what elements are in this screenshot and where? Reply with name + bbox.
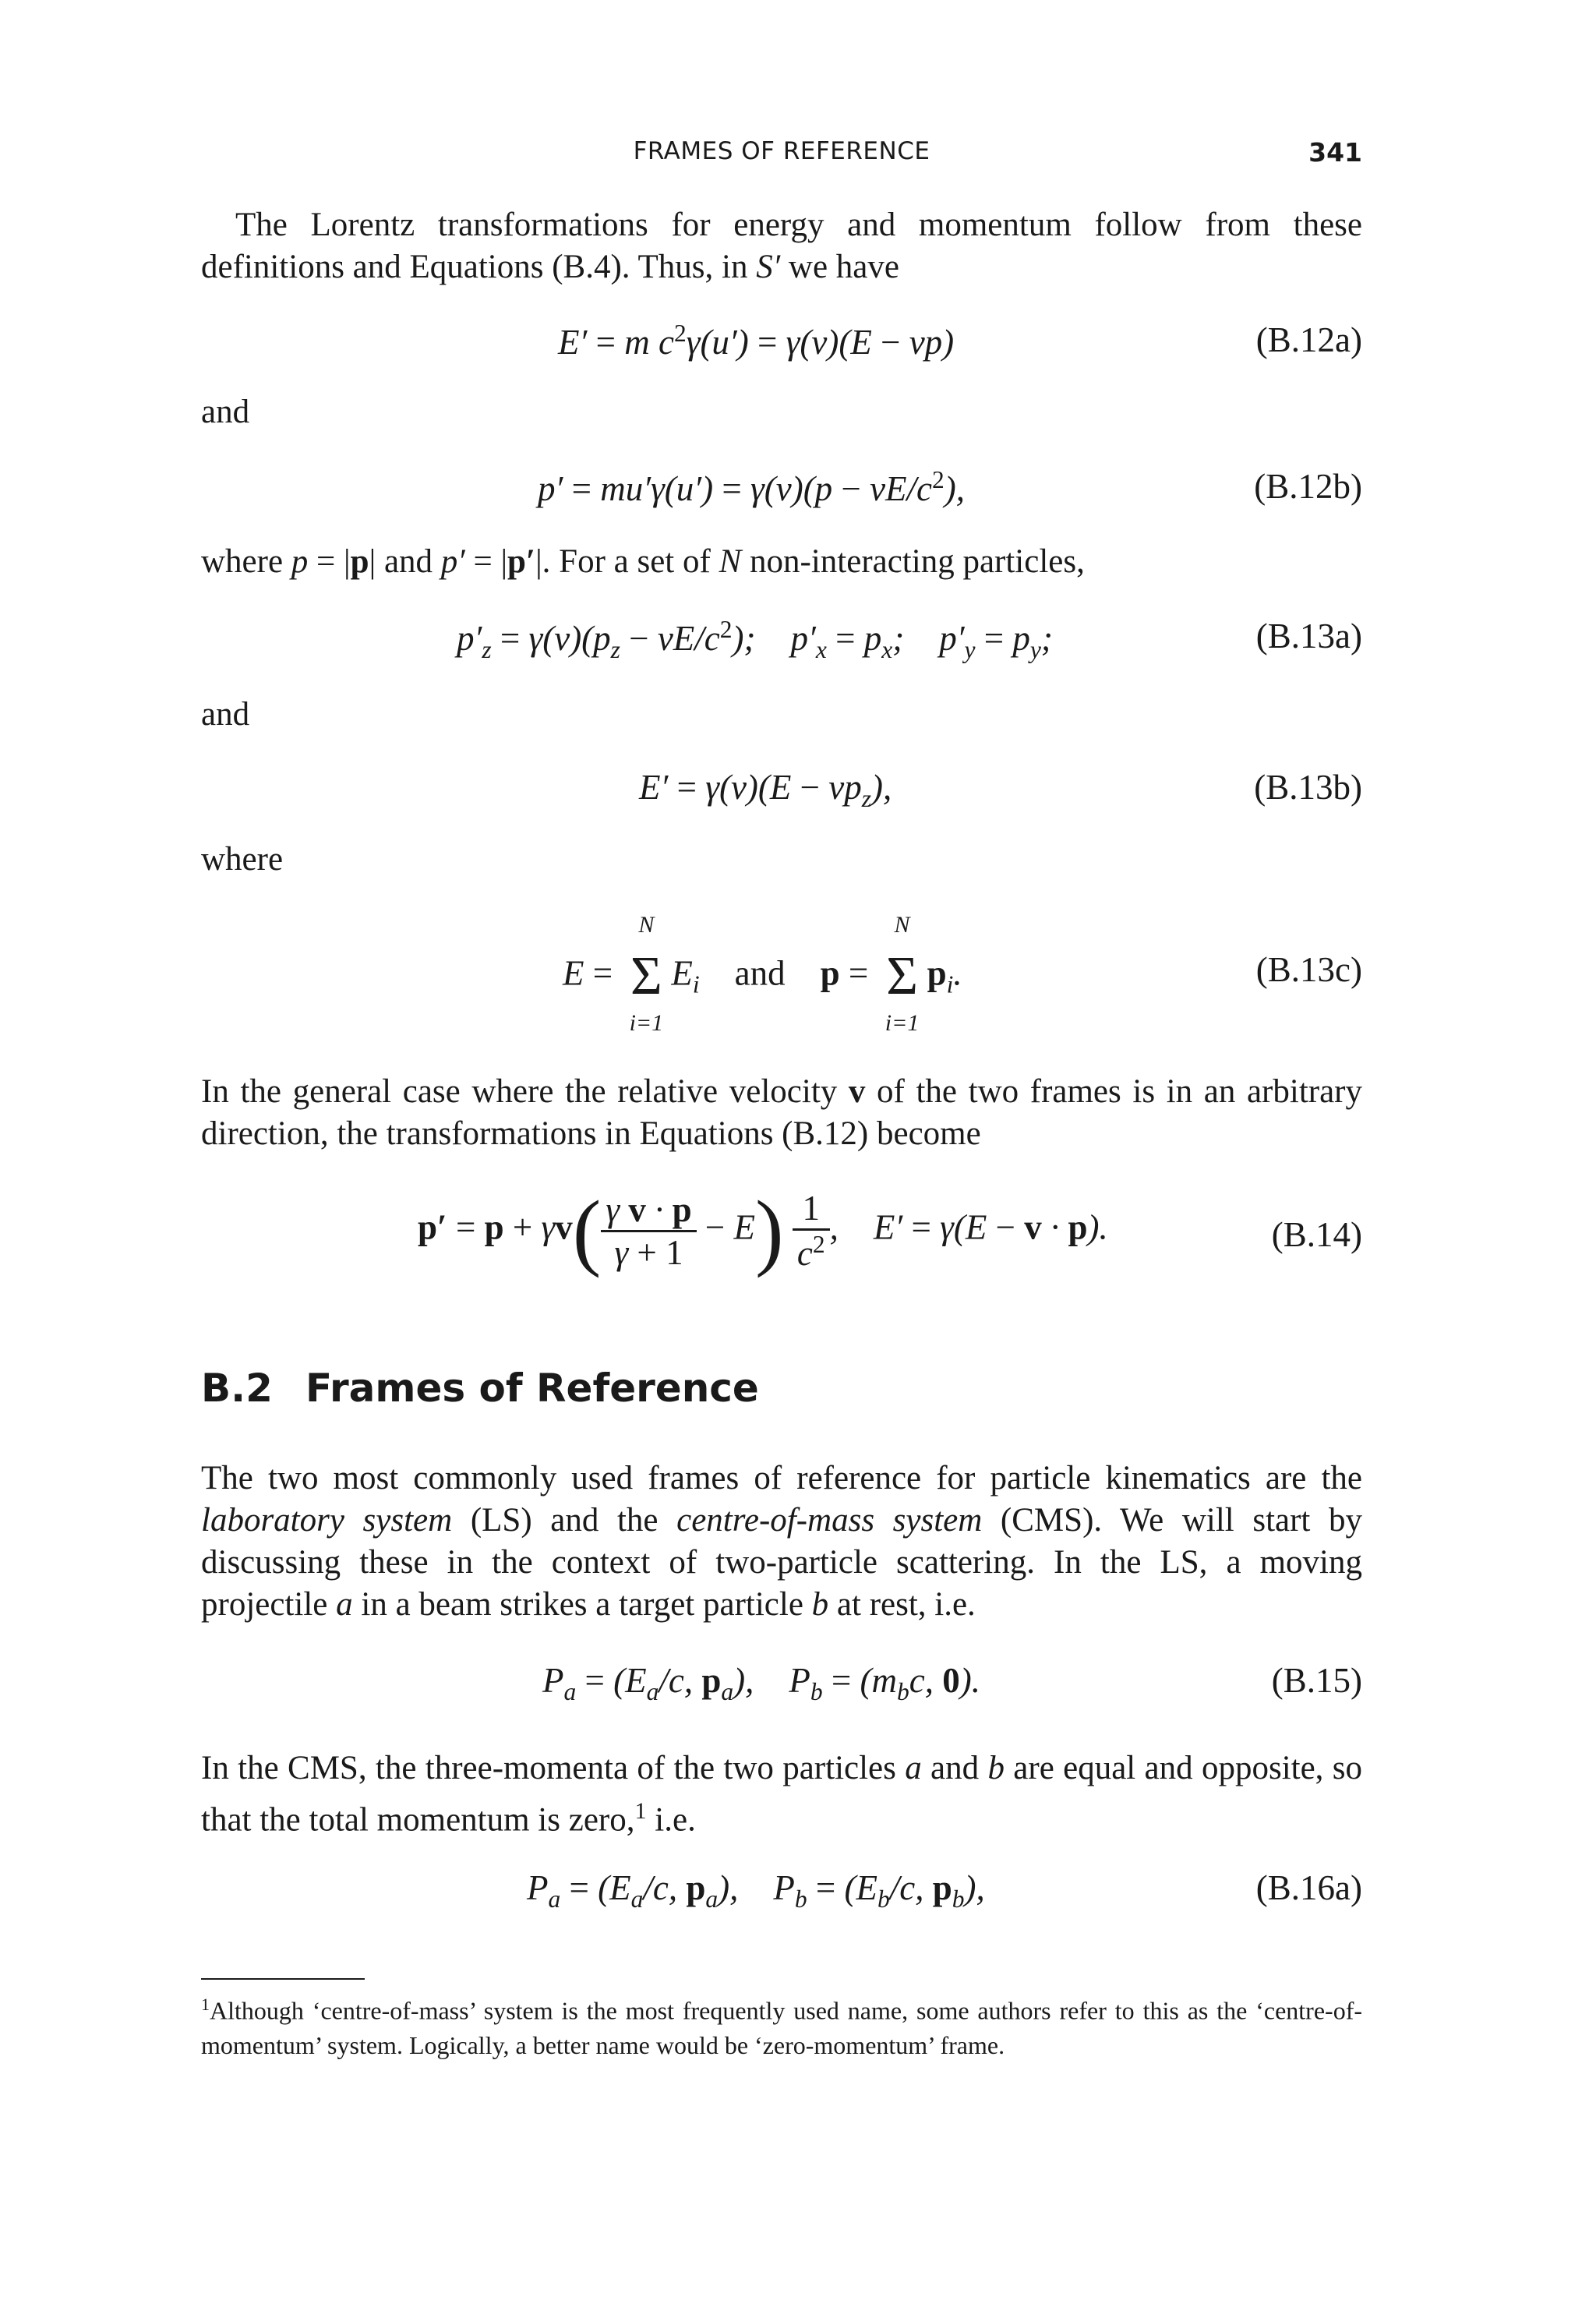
- where-text-3: non-interacting particles,: [741, 543, 1085, 580]
- equation-number: (B.12a): [1255, 320, 1362, 359]
- page-number: 341: [1308, 137, 1362, 168]
- section-text-3: (CMS). We will start by discussing these in the context of two-particle scattering. In the LS, a moving projectile: [201, 1502, 1362, 1623]
- n-symbol: N: [719, 543, 742, 580]
- equation-b13c: E = N Σ i=1 $E_i$ and p = N Σ i=1 $p_i$. (B.13c): [563, 912, 1362, 1036]
- cms-text: In the CMS, the three-momenta of the two particles: [201, 1750, 906, 1786]
- where-and: and: [376, 543, 441, 580]
- equation-b14: p′ = p + γv( $\frac{\text{γ v · p}}{\gamma + 1}$ − E) $\frac{1}{c^2}$ , E′ = γ(E − v · p). (B.14): [418, 1183, 1362, 1278]
- section-heading: [201, 1366, 759, 1411]
- equation-number: (B.13b): [1254, 768, 1362, 807]
- cms-text-4: i.e.: [646, 1801, 696, 1839]
- where-text: where: [201, 543, 291, 580]
- frame-symbol: S′: [756, 249, 781, 285]
- cms-text-3: are equal and opposite, so that the total momentum is zero,: [201, 1750, 1362, 1839]
- intro-text-end: we have: [780, 249, 899, 285]
- equation-number: (B.13a): [1255, 617, 1362, 655]
- where-paragraph: where p = |p| and p′ = |p′|. For a set of N non-interacting particles,: [201, 543, 1085, 580]
- equation-b12a: E′ = m $c^2\gamma(u') = \gamma(v)(E - vp)$ (B.12a): [558, 320, 1362, 362]
- section-title: Frames of Reference: [305, 1366, 759, 1411]
- section-text: The two most commonly used frames of reference for particle kinematics are the: [201, 1460, 1362, 1496]
- where-text-2: . For a set of: [542, 543, 719, 580]
- general-text-2: of the two frames is in an arbitrary direction, the transformations in Equations (B.12) become: [201, 1073, 1362, 1152]
- footnote: [201, 1988, 1362, 2062]
- cms-text-2: and: [921, 1750, 988, 1786]
- running-head: [201, 137, 1362, 176]
- cms-paragraph: [201, 1747, 1362, 1841]
- particle-b: b: [987, 1750, 1005, 1786]
- section-number: B.2: [201, 1366, 273, 1411]
- connector-and: and: [201, 696, 250, 733]
- term-centre-of-mass-system: centre-of-mass system: [676, 1502, 983, 1539]
- connector-where: where: [201, 841, 284, 878]
- equation-number: (B.14): [1271, 1215, 1362, 1254]
- equation-b13b: $E' = \gamma(v)(E - vp_z)$, (B.13b): [639, 768, 1362, 812]
- particle-a: a: [336, 1586, 353, 1623]
- velocity-symbol: v: [848, 1073, 866, 1110]
- section-paragraph: [201, 1458, 1362, 1626]
- equation-b15: $P_a = (E_a/c$, $p_a$), $P_b = (m_bc$, 0). (B.15): [542, 1661, 1362, 1705]
- equation-b13a: $p'_z = \gamma(v)(p_z - vE/c^2)$; $p'_x = p_x$; $p'_y = p_y$; (B.13a): [457, 616, 1362, 663]
- equation-number: (B.12b): [1254, 467, 1362, 506]
- section-text-2: (LS) and the: [452, 1502, 677, 1539]
- equation-b12b: $p' = mu'\gamma(u') = \gamma(v)(p - vE/c^2)$, (B.12b): [538, 466, 1362, 508]
- general-case-paragraph: [201, 1071, 1362, 1155]
- running-title: FRAMES OF REFERENCE: [633, 137, 930, 165]
- connector-and: and: [201, 394, 250, 430]
- intro-paragraph: [201, 204, 1362, 288]
- intro-text: The Lorentz transformations for energy and momentum follow from these definitions and Equations (B.4). Thus, in: [201, 207, 1362, 285]
- footnote-text: Although ‘centre-of-mass’ system is the most frequently used name, some authors refer to this as the ‘centre-of-momentum’ system. Logically, a better name would be ‘zero-momentum’ frame.: [201, 1996, 1362, 2059]
- equation-number: (B.13c): [1255, 950, 1362, 989]
- section-text-4: in a beam strikes a target particle: [352, 1586, 812, 1623]
- equation-connector: and: [734, 953, 786, 993]
- general-text: In the general case where the relative velocity: [201, 1073, 849, 1110]
- particle-a: a: [905, 1750, 922, 1786]
- term-laboratory-system: laboratory system: [201, 1502, 453, 1539]
- footnote-marker: 1: [201, 1995, 210, 2014]
- particle-b: b: [811, 1586, 829, 1623]
- equation-b16a: $P_a = (E_a/c$, $p_a$), $P_b = (E_b/c$, $p_b$), (B.16a): [527, 1868, 1362, 1913]
- equation-number: (B.15): [1271, 1661, 1362, 1700]
- section-text-5: at rest, i.e.: [828, 1586, 976, 1623]
- footnote-rule: [201, 1978, 365, 1980]
- footnote-marker-link[interactable]: 1: [634, 1797, 647, 1824]
- equation-number: (B.16a): [1255, 1868, 1362, 1907]
